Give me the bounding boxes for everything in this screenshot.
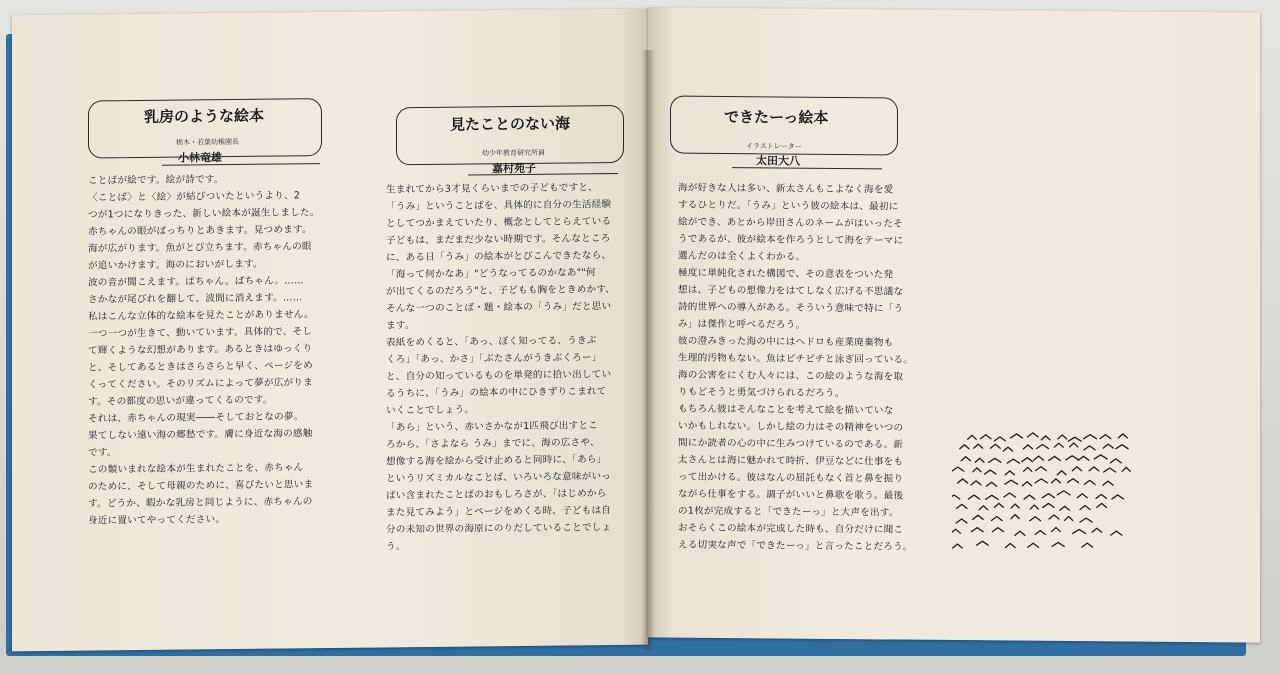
body-line: いくことでしょう。 (386, 404, 475, 417)
wave-mark (1011, 515, 1019, 519)
book-gutter (641, 50, 655, 650)
body-line: それは、赤ちゃんの現実――そしておとなの夢。 (88, 411, 304, 425)
body-line: 生まれてから3才見くらいまでの子どもですと、 (386, 182, 598, 196)
wave-mark (1034, 456, 1044, 460)
author-role-1: 栃木・若葉幼稚園長 (176, 137, 239, 147)
wave-mark (1037, 445, 1049, 449)
wave-mark (1022, 482, 1031, 486)
wave-mark (974, 444, 983, 448)
wave-mark (1084, 435, 1097, 439)
wave-mark (1103, 481, 1113, 485)
body-line: が追いかけます。海のにおいがします。 (88, 258, 263, 272)
body-line: くろ」「あっ、かさ」「ぶたさんがうきぶくろー」 (386, 352, 602, 366)
body-line: もちろん彼はそんなことを考えて絵を描いていな (678, 403, 894, 417)
wave-mark (1028, 543, 1039, 547)
body-line: さかなが尾びれを翻して、波間に消えます。…… (88, 292, 303, 306)
wave-mark (957, 504, 967, 508)
body-line: ます。 (386, 320, 415, 332)
wave-mark (994, 503, 1003, 507)
body-line: 間にか読者の心の中に生みつけているのである。新 (678, 437, 904, 451)
wave-mark (952, 529, 960, 533)
wave-mark (1122, 467, 1130, 471)
wave-mark (960, 445, 969, 449)
wave-marks-illustration (952, 426, 1142, 566)
wave-mark (1111, 531, 1122, 535)
body-line: 果てしない遠い海の郷愁です。膚に身近な海の感触 (88, 428, 313, 442)
wave-mark (1070, 443, 1078, 447)
wave-mark (1003, 447, 1012, 451)
body-line: 身近に置いてやってください。 (88, 514, 226, 527)
wave-mark (1068, 437, 1081, 441)
wave-mark (956, 519, 967, 523)
wave-mark (1084, 480, 1095, 484)
wave-mark (1066, 456, 1079, 460)
body-line: ろから、「さよなら うみ」までに、海の広さや、 (386, 437, 600, 451)
body-line: う。 (386, 541, 406, 553)
wave-mark (1035, 479, 1047, 483)
wave-mark (989, 458, 1001, 462)
body-line: 「あら」という、赤いさかなが1匹飛び出すとこ (386, 420, 598, 434)
body-line: です。 (88, 447, 117, 459)
wave-mark (952, 495, 960, 499)
wave-mark (1041, 436, 1050, 440)
wave-mark (1072, 467, 1081, 471)
wave-mark (990, 444, 1000, 448)
body-line: す。その都度の思いが違ってくるのです。 (88, 394, 273, 408)
wave-mark (1057, 491, 1070, 495)
body-line: また見てみよう」とページをめくる時、子どもは自 (386, 505, 612, 519)
body-line: 詩的世界への導入がある。そういう意味で特に「う (678, 301, 904, 315)
body-line: 海が好きな人は多い、新太さんもこよなく海を愛 (678, 182, 894, 196)
article-body-2 (386, 179, 615, 555)
body-line: て輝くような幻想があります。あるときはゆっくり (88, 343, 313, 357)
wave-mark (1042, 494, 1054, 498)
author-name-3: 太田大八 (756, 154, 800, 168)
body-line: と、そしてあるときはさらさらと早く、ページをめ (88, 360, 313, 374)
wave-mark (1049, 515, 1059, 519)
body-line: に、ある日「うみ」の絵本がとびこんできたなら、 (386, 250, 612, 264)
wave-mark (1065, 516, 1073, 520)
wave-mark (1097, 503, 1107, 507)
wave-mark (1028, 433, 1038, 437)
body-line: 想は、子どもの想像力をはてしなく広げる不思議な (678, 284, 904, 298)
body-line: 表紙をめくると、「あっ、ぼく知ってる、うきぶ (386, 335, 597, 349)
author-role-2: 幼少年教育研究所員 (482, 148, 545, 158)
wave-mark (971, 481, 981, 485)
wave-mark (1035, 531, 1045, 535)
wave-mark (1024, 467, 1032, 471)
body-line: としてつかまえていたり、概念としてとらえている (386, 216, 612, 230)
wave-mark (1068, 479, 1079, 483)
wave-mark (1094, 455, 1107, 459)
body-line: そんな一つのことば・題・絵本の「うみ」だと思い (386, 301, 612, 315)
body-line: が出てくるのだろう"と、子どもも胸をときめかす、 (386, 284, 616, 298)
body-line: 極度に単純化された構図で、その意表をついた発 (678, 267, 894, 281)
body-line: 絵ができ、あとから岸田さんのネームがはいったそ (678, 216, 903, 230)
wave-mark (968, 495, 979, 499)
wave-mark (1060, 506, 1070, 510)
wave-mark (1110, 459, 1121, 463)
wave-mark (1100, 435, 1111, 439)
body-line: ぱい含まれたことばのおもしろさが、「はじめから (386, 488, 607, 502)
author-underline-3 (732, 167, 882, 169)
wave-mark (1112, 495, 1124, 499)
body-line: ながら仕事をする。調子がいいと鼻歌を歌う。最後 (678, 488, 904, 502)
body-line: りもどそうと勇気づけられるだろう。 (678, 386, 845, 400)
body-line: 選んだのは全くよくわかる。 (678, 250, 806, 263)
article-body-3 (678, 180, 913, 556)
wave-mark (1049, 456, 1060, 460)
article-title-2: 見たことのない海 (450, 114, 571, 134)
wave-mark (973, 515, 983, 519)
body-line: える切実な声で「できたーっ」と言ったことだろう。 (678, 539, 913, 553)
wave-mark (1078, 456, 1089, 460)
author-underline-2 (468, 173, 618, 176)
wave-mark (968, 435, 977, 439)
body-line: 太さんとは海に魅かれて時折、伊豆などに仕事をも (678, 454, 904, 468)
wave-mark (1030, 505, 1038, 509)
wave-mark (1023, 445, 1032, 449)
wave-mark (1011, 434, 1023, 438)
wave-mark (1036, 467, 1047, 471)
wave-mark (1073, 529, 1086, 533)
body-line: み」は傑作と呼べるだろう。 (678, 318, 806, 331)
article-body-1 (88, 170, 320, 529)
body-line: るうちに、「うみ」の絵本の中にひきずりこまれて (386, 386, 607, 400)
wave-mark (1082, 543, 1093, 547)
wave-mark (1054, 443, 1063, 447)
wave-mark (975, 458, 984, 462)
wave-mark (985, 470, 996, 474)
wave-mark (1104, 468, 1116, 472)
author-name-2: 嘉村苑子 (492, 161, 536, 176)
wave-mark (1015, 531, 1025, 535)
body-line: おそらくこの絵本が完成した時も、自分だけに聞こ (678, 522, 904, 536)
author-name-1: 小林竜雄 (178, 151, 222, 165)
article-title-1: 乳房のような絵本 (144, 106, 265, 126)
wave-mark (961, 457, 970, 461)
body-line: 分の未知の世界の海原にのりだしていることでしょ (386, 522, 612, 536)
body-line: 赤ちゃんの眼がぱっちりとあきます。見つめます。 (88, 224, 312, 238)
wave-mark (1052, 528, 1061, 532)
article-title-3: できたーっ絵本 (724, 107, 829, 127)
wave-mark (1052, 542, 1064, 546)
wave-mark (977, 541, 989, 545)
wave-mark (1096, 494, 1107, 498)
wave-mark (1005, 471, 1014, 475)
body-line: するひとりだ。「うみ」という彼の絵本は、最初に (678, 199, 899, 213)
wave-mark (1080, 505, 1090, 509)
wave-mark (1057, 471, 1066, 475)
body-line: と、自分の知っているものを単発的に拾い出してい (386, 369, 612, 383)
wave-mark (992, 528, 1003, 532)
wave-mark (1080, 518, 1092, 522)
body-line: 「うみ」ということばを、具体的に自分の生活経験 (386, 199, 612, 213)
wave-mark (953, 544, 962, 548)
body-line: 一つ一つが生きて、動いています。具体的で、そし (88, 326, 313, 340)
left-page (12, 9, 648, 652)
body-line: す。どうか、暇かな乳房と同じように、赤ちゃんの (88, 496, 313, 510)
body-line: のために、そして母親のために、喜びたいと思いま (88, 479, 314, 493)
wave-mark (986, 482, 996, 486)
author-role-3: イラストレーター (746, 142, 802, 151)
body-line: この類いまれな絵本が生まれたことを、赤ちゃん (88, 462, 304, 476)
body-line: 子どもは、まだまだ少ない時期です。そんなところ (386, 233, 611, 247)
wave-mark (980, 435, 991, 439)
wave-mark (1004, 493, 1016, 497)
wave-mark (1089, 467, 1099, 471)
wave-mark (1084, 446, 1095, 450)
body-line: 波の音が聞こえます。ぱちゃん。ぱちゃん。…… (88, 275, 304, 289)
wave-mark (973, 468, 981, 472)
wave-mark (991, 517, 1002, 521)
wave-mark (1092, 528, 1102, 532)
wave-mark (1005, 544, 1015, 548)
body-line: 彼の澄みきった海の中にはヘドロも産業廃棄物も (678, 335, 894, 349)
body-line: くってください。そのリズムによって夢が広がりま (88, 377, 313, 391)
body-line: 海の公害をにくむ人々には、この絵のような海を取 (678, 369, 904, 383)
wave-mark (1011, 504, 1019, 508)
wave-mark (1007, 459, 1019, 463)
wave-mark (1043, 503, 1054, 507)
body-line: 生理的汚物もない。魚はピチピチと泳ぎ回っている。 (678, 352, 914, 366)
body-line: 私はこんな立体的な絵本を見たことがありません。 (88, 309, 314, 323)
wave-mark (1030, 517, 1041, 521)
wave-mark (1058, 435, 1067, 439)
body-line: ことばが絵です。絵が詩です。 (88, 174, 224, 187)
body-line: というリズミカルなことば、いろいろな意味がいっ (386, 471, 612, 485)
wave-mark (1051, 479, 1060, 483)
body-line: 「海って何かなあ」"どうなってるのかなあ""何 (386, 267, 596, 281)
wave-mark (1077, 494, 1087, 498)
wave-mark (1005, 480, 1018, 484)
body-line: つが1つになりきった、新しい絵本が誕生しました。 (88, 207, 320, 221)
body-line: って出かける。彼はなんの屈託もなく首と鼻を振り (678, 471, 904, 485)
wave-mark (1103, 444, 1113, 448)
wave-mark (958, 479, 968, 483)
body-line: 〈ことば〉と〈絵〉が結びついたというより、2 (88, 190, 301, 204)
body-line: 海が広がります。魚がとび立ちます。赤ちゃんの眼 (88, 241, 312, 255)
wave-mark (979, 506, 988, 510)
wave-mark (1118, 434, 1127, 438)
wave-mark (1116, 445, 1128, 449)
wave-mark (952, 467, 964, 471)
body-line: うであるが、彼が絵本を作ろうとして海をテーマに (678, 233, 904, 247)
body-line: いかもしれない。しかし絵の力はその精神をいつの (678, 420, 904, 434)
wave-mark (1024, 495, 1035, 499)
body-line: の1枚が完成すると「できたーっ」と大声を出す。 (678, 505, 899, 519)
wave-mark (986, 495, 998, 499)
wave-mark (1022, 458, 1033, 462)
wave-mark (971, 528, 983, 532)
body-line: 想像する海を絵から受け止めると同時に、「あら」 (386, 454, 607, 468)
wave-mark (994, 437, 1005, 441)
